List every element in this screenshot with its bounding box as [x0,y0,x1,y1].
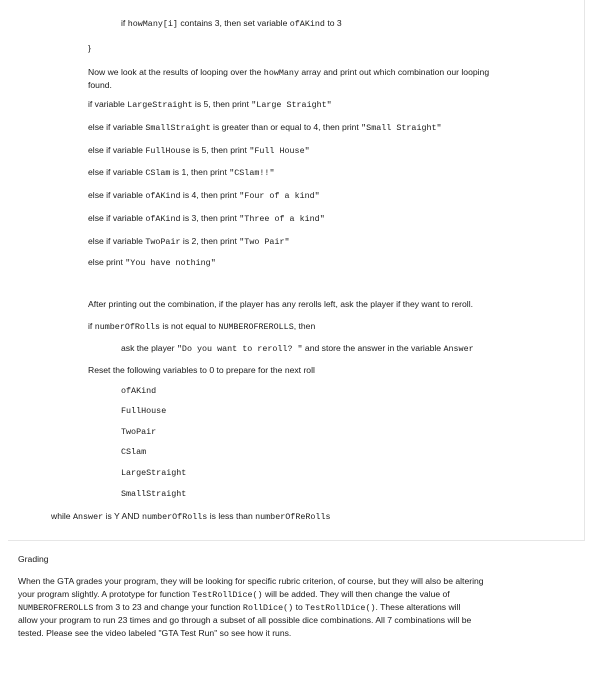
text-segment: , then [293,321,316,331]
while-condition-line [51,510,331,523]
reset-var-twopair: TwoPair [121,427,157,437]
code-segment: numberOfRolls [142,512,208,522]
rule-nothing [88,256,216,269]
code-segment: howMany[i] [127,19,178,29]
text-segment: is not equal to [160,321,219,331]
reset-var-ofakind: ofAKind [121,386,157,396]
code-segment: FullHouse [145,146,191,156]
text-segment: is Y AND [103,511,142,521]
code-segment: "Large Straight" [251,100,332,110]
code-segment: CSlam [145,168,171,178]
code-segment: Answer [443,344,474,354]
if-number-of-rolls-line [88,320,315,333]
reset-var-fullhouse: FullHouse [121,406,167,416]
text-segment: Now we look at the results of looping over the [88,67,264,77]
code-segment: Answer [72,512,104,522]
code-segment: ofAKind [145,191,181,201]
text-segment: your program slightly. A prototype for function [18,589,193,599]
code-segment: howMany [263,68,299,78]
text-segment: else if variable [88,213,146,223]
grading-paragraph-line-5: tested. Please see the video labeled "GTA Test Run" so see how it runs. [18,628,292,638]
reset-var-largestraight: LargeStraight [121,468,187,478]
grading-paragraph-line-4: allow your program to run 23 times and go through a subset of all possible dice combinations. All 7 combinations will be [18,615,472,625]
text-segment: array and print out which combination our looping [298,67,490,77]
text-segment: is 2, then print [180,236,240,246]
text-segment: else if variable [88,167,146,177]
grading-paragraph-line-3 [18,601,460,614]
code-segment: "Full House" [249,146,310,156]
rule-large-straight [88,98,332,111]
text-segment: if variable [88,99,128,109]
rule-four-of-a-kind [88,189,320,202]
rule-small-straight [88,121,442,134]
closing-brace: } [88,43,91,53]
code-segment: NUMBEROFREROLLS [218,322,294,332]
text-segment: is 5, then print [192,99,252,109]
text-segment: from 3 to 23 and change your function [93,602,243,612]
code-segment: numberOfRolls [94,322,161,332]
after-printing-line: After printing out the combination, if the player has any rerolls left, ask the player if they want to reroll. [88,299,474,309]
text-segment: else if variable [88,236,146,246]
text-segment: is less than [207,511,256,521]
reset-variables-line: Reset the following variables to 0 to prepare for the next roll [88,365,315,375]
howmany-contains-3-line [121,17,342,30]
intro-line-1 [88,66,489,79]
text-segment: contains 3, then set variable [177,18,290,28]
code-segment: TestRollDice() [305,603,376,613]
code-segment: "Small Straight" [361,123,442,133]
text-segment: is 3, then print [180,213,240,223]
text-segment: else print [88,257,126,267]
page-frame-right-border [584,0,585,540]
text-segment: is 5, then print [190,145,250,155]
text-segment: . These alterations will [375,602,461,612]
rule-three-of-a-kind [88,212,325,225]
code-segment: numberOfReRolls [255,512,331,522]
code-segment: TestRollDice() [192,590,263,600]
grading-paragraph-line-2 [18,588,450,601]
code-segment: "Four of a kind" [239,191,320,201]
intro-line-2: found. [88,80,112,90]
text-segment: is 1, then print [170,167,230,177]
rule-full-house [88,144,310,157]
text-segment: else if variable [88,122,146,132]
reset-var-smallstraight: SmallStraight [121,489,187,499]
code-segment: ofAKind [289,19,325,29]
code-segment: TwoPair [145,237,181,247]
text-segment: if [88,321,95,331]
code-segment: SmallStraight [145,123,211,133]
text-segment: is greater than or equal to 4, then print [210,122,362,132]
code-segment: "CSlam!!" [229,168,275,178]
reset-var-cslam: CSlam [121,447,147,457]
ask-player-line [121,342,474,355]
text-segment: else if variable [88,145,146,155]
text-segment: while [51,511,73,521]
code-segment: "Three of a kind" [239,214,325,224]
code-segment: NUMBEROFREROLLS [18,603,94,613]
text-segment: to [293,602,306,612]
text-segment: if [121,18,128,28]
grading-paragraph-line-1: When the GTA grades your program, they will be looking for specific rubric criterion, of course, but they will also be altering [18,576,484,586]
text-segment: is 4, then print [180,190,240,200]
rule-cslam [88,166,274,179]
grading-heading: Grading [18,554,49,564]
code-segment: "You have nothing" [125,258,216,268]
text-segment: else if variable [88,190,146,200]
code-segment: "Do you want to reroll? " [176,344,303,354]
text-segment: and store the answer in the variable [302,343,444,353]
page-frame-bottom-border [8,540,585,541]
code-segment: "Two Pair" [239,237,290,247]
text-segment: to 3 [324,18,342,28]
text-segment: ask the player [121,343,177,353]
rule-two-pair [88,235,290,248]
code-segment: RollDice() [242,603,294,613]
code-segment: ofAKind [145,214,181,224]
code-segment: LargeStraight [127,100,193,110]
text-segment: will be added. They will then change the value of [262,589,450,599]
